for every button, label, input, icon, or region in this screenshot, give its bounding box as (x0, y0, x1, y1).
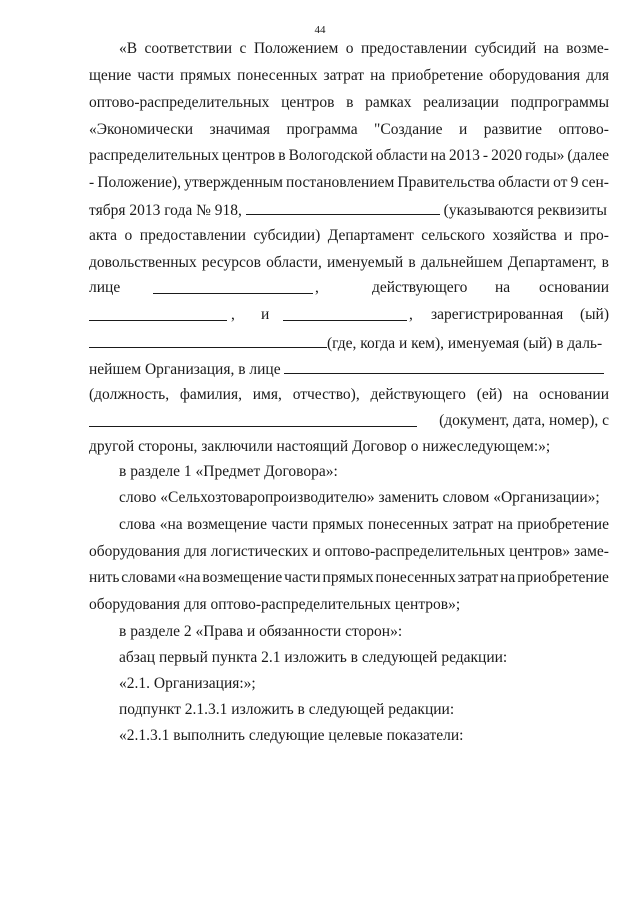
word: центров (221, 147, 276, 164)
word: центров» (509, 543, 571, 560)
word: (ый) (579, 306, 609, 323)
word: области (498, 174, 550, 191)
paragraph-line (89, 412, 609, 432)
paragraph-line (89, 174, 609, 192)
word: оборудования (89, 543, 181, 560)
word: дальнейшем (420, 254, 503, 271)
word: прямых (322, 569, 374, 586)
word: в (601, 254, 609, 271)
word: части (271, 516, 308, 533)
word: о (345, 40, 354, 57)
requisites-intro: тября 2013 года № 918, (89, 202, 242, 219)
word: акта (89, 227, 118, 244)
paragraph-line: в разделе 1 «Предмет Договора»: (119, 463, 338, 480)
word: прямых (312, 516, 364, 533)
word: рамках (365, 94, 412, 111)
word: "Создание (374, 121, 443, 138)
word: - (482, 147, 489, 164)
word: имя, (252, 386, 282, 403)
paragraph-line: другой стороны, заключили настоящий Договор о нижеследующем:»; (89, 438, 551, 455)
paragraph-line (89, 94, 609, 112)
word: хозяйства (492, 227, 557, 244)
word: оборудования (489, 67, 581, 84)
word: развитие (483, 121, 543, 138)
paragraph-line (89, 200, 609, 220)
word: на (495, 279, 511, 296)
page-number: 44 (314, 24, 326, 36)
word: понесенных (375, 569, 456, 586)
word: лице (89, 279, 121, 296)
person-blank (153, 279, 313, 294)
paragraph-line: подпункт 2.1.3.1 изложить в следующей редакции: (119, 701, 455, 718)
word: фамилия, (179, 386, 242, 403)
word: от (553, 174, 568, 191)
word: Правительства (397, 174, 495, 191)
word: в (408, 254, 416, 271)
paragraph-line (119, 40, 609, 58)
word: (ей) (476, 386, 503, 403)
paragraph-line: «2.1. Организация:»; (119, 675, 256, 692)
word: приобретение (517, 516, 609, 533)
word: части (284, 569, 321, 586)
word: 2013 (448, 147, 480, 164)
word: программа (286, 121, 358, 138)
word: основании (539, 386, 609, 403)
word: на (513, 386, 529, 403)
word: в (278, 147, 286, 164)
word: Департамент (327, 227, 414, 244)
word: возмещение (187, 516, 267, 533)
word: (должность, (89, 386, 170, 403)
word: части (137, 67, 174, 84)
paragraph-line (89, 254, 609, 272)
word: логистических (210, 543, 309, 560)
word: именуемый (326, 254, 404, 271)
word: ресурсов (201, 254, 261, 271)
word: и (261, 306, 270, 323)
registration-blank (89, 333, 327, 348)
word: центров (281, 94, 335, 111)
paragraph-line (89, 569, 609, 587)
word: понесенных (237, 67, 318, 84)
word: Положением (253, 40, 339, 57)
organization-person-blank (284, 359, 604, 374)
word: отчество), (292, 386, 360, 403)
word: реализации (423, 94, 499, 111)
word: щение (89, 67, 132, 84)
requisites-hint: (указываются реквизиты (443, 202, 607, 219)
word: «на (159, 516, 183, 533)
word: возме- (566, 40, 609, 57)
word: предоставлении (360, 40, 468, 57)
word: , (315, 279, 319, 296)
word: прямых (179, 67, 232, 84)
word: субсидии) (253, 227, 321, 244)
word: возмещение (202, 569, 283, 586)
organization-intro: нейшем Организация, в лице (89, 361, 281, 378)
word: подпрограммы (510, 94, 609, 111)
word: , (409, 306, 413, 323)
word: на (543, 40, 559, 57)
word: основании (539, 279, 609, 296)
word: оптово-распределительных (89, 94, 270, 111)
word: Вологодской (288, 147, 373, 164)
paragraph-line (89, 543, 609, 561)
paragraph-line (119, 516, 609, 534)
word: соответствии (144, 40, 233, 57)
word: о (124, 227, 133, 244)
paragraph-line (89, 333, 609, 353)
word: приобретение (391, 67, 484, 84)
paragraph-line (89, 359, 609, 379)
word: области, (266, 254, 322, 271)
word: сен- (581, 174, 609, 191)
document-hint: (документ, дата, номер), с (439, 412, 609, 429)
word: затрат (452, 516, 494, 533)
word: значимая (209, 121, 271, 138)
requisites-blank (246, 200, 440, 215)
word: на (500, 569, 516, 586)
word: «В (119, 40, 138, 57)
word: с (239, 40, 247, 57)
word: на (430, 147, 446, 164)
word: (далее (567, 147, 609, 164)
paragraph-line: абзац первый пункта 2.1 изложить в следующей редакции: (119, 649, 508, 666)
word: довольственных (89, 254, 197, 271)
word: 9 (570, 174, 579, 191)
word: действующего (370, 386, 466, 403)
word: и (312, 543, 321, 560)
basis-blank (89, 306, 227, 321)
word: оптово-распределительных (324, 543, 506, 560)
word: субсидий (474, 40, 537, 57)
word: «Экономически (89, 121, 194, 138)
word: на (370, 67, 386, 84)
word: действующего (372, 279, 468, 296)
word: и (564, 227, 573, 244)
word: предоставлении (139, 227, 246, 244)
word: , (231, 306, 235, 323)
word: словами (121, 569, 176, 586)
word: заме- (574, 543, 609, 560)
word: области (375, 147, 428, 164)
word: слова (119, 516, 156, 533)
word: про- (579, 227, 609, 244)
word: нить (89, 569, 120, 586)
word: «на (177, 569, 201, 586)
paragraph-line (89, 227, 609, 245)
document-blank (89, 412, 417, 427)
word: для (586, 67, 609, 84)
word: Департамент, (507, 254, 597, 271)
word: - (89, 174, 95, 191)
word: 2020 (491, 147, 523, 164)
word: в (346, 94, 354, 111)
paragraph-line (89, 147, 609, 165)
word: годы» (525, 147, 565, 164)
paragraph-line: оборудования для оптово-распределительных центров»; (89, 596, 461, 613)
word: понесенных (367, 516, 449, 533)
word: утвержденным (184, 174, 283, 191)
word: сельского (421, 227, 486, 244)
paragraph-line (89, 386, 609, 404)
word: распределительных (89, 147, 219, 164)
paragraph-line (89, 121, 609, 139)
paragraph-line: в разделе 2 «Права и обязанности сторон»: (119, 623, 403, 640)
word: приобретение (517, 569, 609, 586)
word: на (497, 516, 513, 533)
paragraph-line (89, 67, 609, 85)
word: затрат (323, 67, 365, 84)
word: зарегистрированная (431, 306, 564, 323)
registered-blank (283, 306, 407, 321)
word: затрат (457, 569, 499, 586)
word: оптово- (558, 121, 609, 138)
word: постановлением (286, 174, 395, 191)
paragraph-line: слово «Сельхозтоваропроизводителю» заменить словом «Организации»; (119, 489, 600, 506)
word: Положение), (97, 174, 182, 191)
registration-hint: (где, когда и кем), именуемая (ый) в даль- (327, 335, 603, 352)
word: и (458, 121, 468, 138)
word: для (184, 543, 207, 560)
paragraph-line: «2.1.3.1 выполнить следующие целевые показатели: (119, 727, 464, 744)
